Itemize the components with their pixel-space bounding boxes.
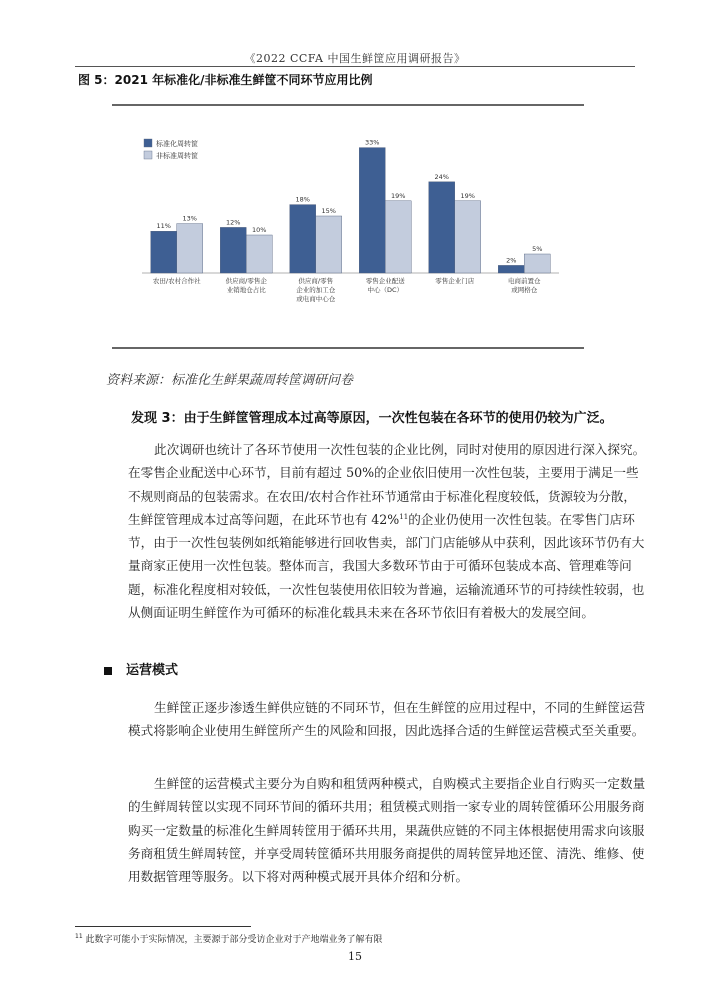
- bar: [151, 231, 177, 273]
- bar-data-label: 10%: [252, 226, 267, 234]
- finding-3-heading: 发现 3：由于生鲜筐管理成本过高等原因，一次性包装在各环节的使用仍较为广泛。: [131, 411, 613, 426]
- bar-data-label: 2%: [506, 256, 517, 265]
- legend-swatch: [144, 151, 152, 159]
- legend-swatch: [144, 139, 152, 147]
- bar: [455, 201, 481, 273]
- footnote: [75, 932, 383, 945]
- footnote-divider: [75, 926, 251, 927]
- paragraph-operation-models: [128, 772, 648, 888]
- bar: [385, 201, 411, 273]
- x-tick-label: 或电商中心仓: [296, 295, 336, 303]
- chart-top-rule: [112, 104, 584, 106]
- chart-source: 资料来源：标准化生鲜果蔬周转筐调研问卷: [106, 373, 354, 388]
- bar: [524, 254, 550, 273]
- bar: [220, 227, 246, 273]
- x-tick-label: 电商前置仓: [508, 277, 541, 285]
- x-tick-label: 供应商/零售: [298, 277, 334, 285]
- x-tick-label: 业销地仓占比: [226, 286, 266, 294]
- paragraph-findings: [128, 438, 648, 624]
- legend-label: 非标准周转筐: [156, 152, 198, 160]
- x-tick-label: 农田/农村合作社: [152, 277, 201, 285]
- square-bullet-icon: [104, 667, 112, 675]
- bar-data-label: 15%: [321, 207, 336, 215]
- legend-label: 标准化周转筐: [156, 140, 198, 148]
- x-tick-label: 或网格仓: [511, 286, 538, 294]
- bar-chart: [112, 120, 584, 345]
- footnote-number: 11: [75, 933, 83, 940]
- paragraph-operation-intro: [128, 696, 648, 743]
- bar: [498, 265, 524, 273]
- bar-data-label: 19%: [460, 191, 475, 200]
- bar-data-label: 19%: [391, 191, 406, 200]
- header-divider: [75, 66, 635, 67]
- paragraph-operation-models-text: 生鲜筐的运营模式主要分为自购和租赁两种模式，自购模式主要指企业自行购买一定数量的生鲜周转筐以实现不同环节间的循环共用；租赁模式则指一家专业的周转筐循环公用服务商购买一定数量的标准化生鲜周转筐用于循环共用，果蔬供应链的不同主体根据使用需求向该服务商租赁生鲜周转筐，并享受周转筐循环共用服务商提供的周转筐异地还筐、清洗、维修、使用数据管理等服务。以下将对两种模式展开具体介绍和分析。: [128, 776, 646, 885]
- page-number: 15: [348, 950, 362, 963]
- footnote-text: 此数字可能小于实际情况，主要源于部分受访企业对于产地端业务了解有限: [85, 935, 383, 945]
- bar-data-label: 24%: [434, 172, 449, 181]
- bar: [246, 235, 272, 273]
- x-tick-label: 企业的加工仓: [296, 286, 336, 294]
- bar: [429, 182, 455, 273]
- figure-caption: 图 5：2021 年标准化/非标准生鲜筐不同环节应用比例: [78, 73, 373, 87]
- section-heading-text: 运营模式: [126, 663, 179, 678]
- section-heading-operation-mode: [104, 659, 178, 678]
- chart-bottom-rule: [112, 347, 584, 349]
- bar: [177, 224, 203, 273]
- bar-data-label: 11%: [156, 222, 171, 231]
- bar-data-label: 13%: [182, 214, 197, 223]
- x-tick-label: 零售企业门店: [435, 277, 475, 285]
- bar-data-label: 5%: [532, 245, 543, 253]
- bar-data-label: 12%: [226, 218, 241, 227]
- bar: [290, 205, 316, 273]
- x-tick-label: 供应商/零售企: [225, 277, 267, 285]
- report-header-title: 《2022 CCFA 中国生鲜筐应用调研报告》: [244, 52, 466, 65]
- bar: [359, 148, 385, 273]
- x-tick-label: 零售企业配送: [365, 277, 405, 285]
- bar: [316, 216, 342, 273]
- paragraph-operation-intro-text: 生鲜筐正逐步渗透生鲜供应链的不同环节，但在生鲜筐的应用过程中，不同的生鲜筐运营模式将影响企业使用生鲜筐所产生的风险和回报，因此选择合适的生鲜筐运营模式至关重要。: [128, 700, 646, 739]
- bar-data-label: 33%: [365, 138, 380, 147]
- paragraph-findings-part-2: 的企业仍使用一次性包装。在零售门店环节，由于一次性包装例如纸箱能够进行回收售卖，部门门店能够从中获利，因此该环节仍有大量商家正使用一次性包装。整体而言，我国大多数环节由于可循环包装成本高、管理难等问题，标准化程度相对较低，一次性包装使用依旧较为普遍，运输流通环节的可持续性较弱，也从侧面证明生鲜筐作为可循环的标准化载具未来在各环节依旧有着极大的发展空间。: [128, 511, 645, 621]
- footnote-reference: 11: [399, 512, 409, 521]
- paragraph-findings-part-1: 此次调研也统计了各环节使用一次性包装的企业比例，同时对使用的原因进行深入探究。在零售企业配送中心环节，目前有超过 50%的企业依旧使用一次性包装，主要用于满足一些不规则商品的包装需求。在农田/农村合作社环节通常由于标准化程度较低，货源较为分散，生鲜筐管理成本过高等问题，在此环节也有 42%: [128, 442, 646, 527]
- x-tick-label: 中心（DC）: [367, 286, 404, 294]
- bar-data-label: 18%: [295, 195, 310, 204]
